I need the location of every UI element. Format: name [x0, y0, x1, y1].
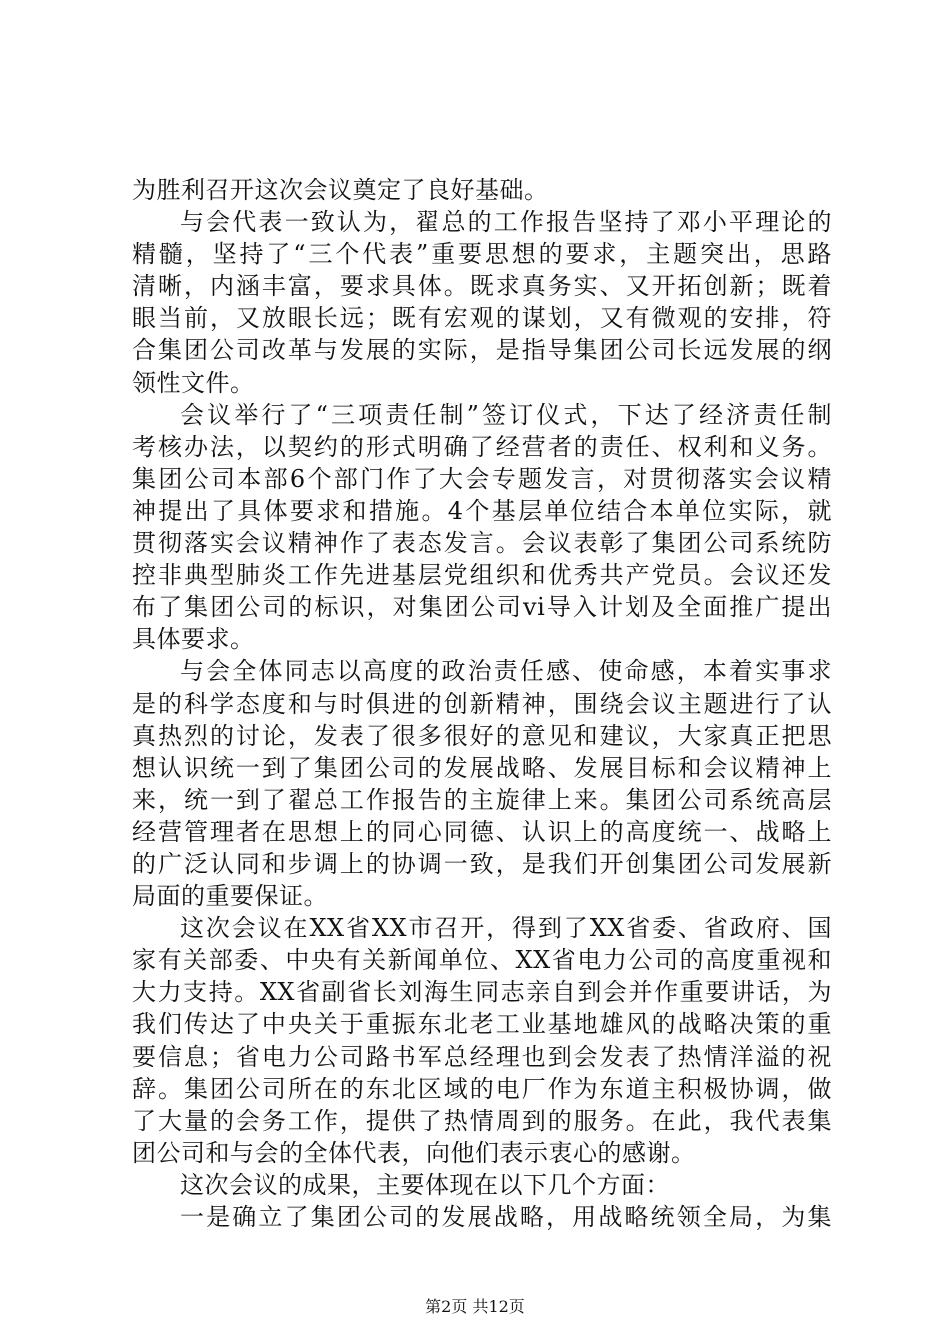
text-line: 来，统一到了翟总工作报告的主旋律上来。集团公司系统高层 [132, 785, 832, 814]
text-line: 集团公司本部6个部门作了大会专题发言，对贯彻落实会议精 [132, 464, 832, 493]
text-line: 这次会议在XX省XX市召开，得到了XX省委、省政府、国 [180, 914, 832, 943]
text-line: 贯彻落实会议精神作了表态发言。会议表彰了集团公司系统防 [132, 529, 832, 558]
text-line: 眼当前，又放眼长远；既有宏观的谋划，又有微观的安排，符 [132, 304, 832, 333]
text-line: 辞。集团公司所在的东北区域的电厂作为东道主积极协调，做 [132, 1074, 832, 1103]
text-line: 我们传达了中央关于重振东北老工业基地雄风的战略决策的重 [132, 1010, 832, 1039]
text-line: 了大量的会务工作，提供了热情周到的服务。在此，我代表集 [132, 1106, 832, 1135]
text-line: 是的科学态度和与时俱进的创新精神，围绕会议主题进行了认 [132, 689, 832, 718]
text-line: 要信息；省电力公司路书军总经理也到会发表了热情洋溢的祝 [132, 1042, 832, 1071]
text-line: 精髓，坚持了“三个代表”重要思想的要求，主题突出，思路 [132, 240, 832, 269]
text-line: 团公司和与会的全体代表，向他们表示衷心的感谢。 [132, 1138, 696, 1167]
text-line: 神提出了具体要求和措施。4个基层单位结合本单位实际，就 [132, 496, 832, 525]
text-line: 清晰，内涵丰富，要求具体。既求真务实、又开拓创新；既着 [132, 272, 832, 301]
document-body [132, 174, 832, 1233]
text-line: 局面的重要保证。 [132, 882, 328, 911]
text-line: 考核办法，以契约的形式明确了经营者的责任、权利和义务。 [132, 432, 832, 461]
text-line: 真热烈的讨论，发表了很多很好的意见和建议，大家真正把思 [132, 721, 832, 750]
text-line: 大力支持。XX省副省长刘海生同志亲自到会并作重要讲话，为 [132, 978, 832, 1007]
text-line: 合集团公司改革与发展的实际，是指导集团公司长远发展的纲 [132, 336, 832, 365]
text-line: 会议举行了“三项责任制”签订仪式，下达了经济责任制 [180, 400, 832, 429]
text-line: 具体要求。 [132, 625, 255, 654]
text-line: 家有关部委、中央有关新闻单位、XX省电力公司的高度重视和 [132, 946, 832, 975]
text-line: 想认识统一到了集团公司的发展战略、发展目标和会议精神上 [132, 753, 832, 782]
text-line: 控非典型肺炎工作先进基层党组织和优秀共产党员。会议还发 [132, 561, 832, 590]
text-line: 经营管理者在思想上的同心同德、认识上的高度统一、战略上 [132, 817, 832, 846]
text-line: 布了集团公司的标识，对集团公司vi导入计划及全面推广提出 [132, 593, 832, 622]
text-line: 这次会议的成果，主要体现在以下几个方面： [180, 1170, 670, 1199]
text-line: 一是确立了集团公司的发展战略，用战略统领全局，为集 [180, 1203, 832, 1231]
text-line: 为胜利召开这次会议奠定了良好基础。 [132, 176, 549, 204]
text-line: 与会全体同志以高度的政治责任感、使命感，本着实事求 [180, 657, 832, 686]
text-line: 的广泛认同和步调上的协调一致，是我们开创集团公司发展新 [132, 849, 832, 878]
page-number-footer: 第2页 共12页 [425, 1297, 525, 1316]
text-line: 与会代表一致认为，翟总的工作报告坚持了邓小平理论的 [180, 208, 832, 237]
text-line: 领性文件。 [132, 368, 255, 397]
